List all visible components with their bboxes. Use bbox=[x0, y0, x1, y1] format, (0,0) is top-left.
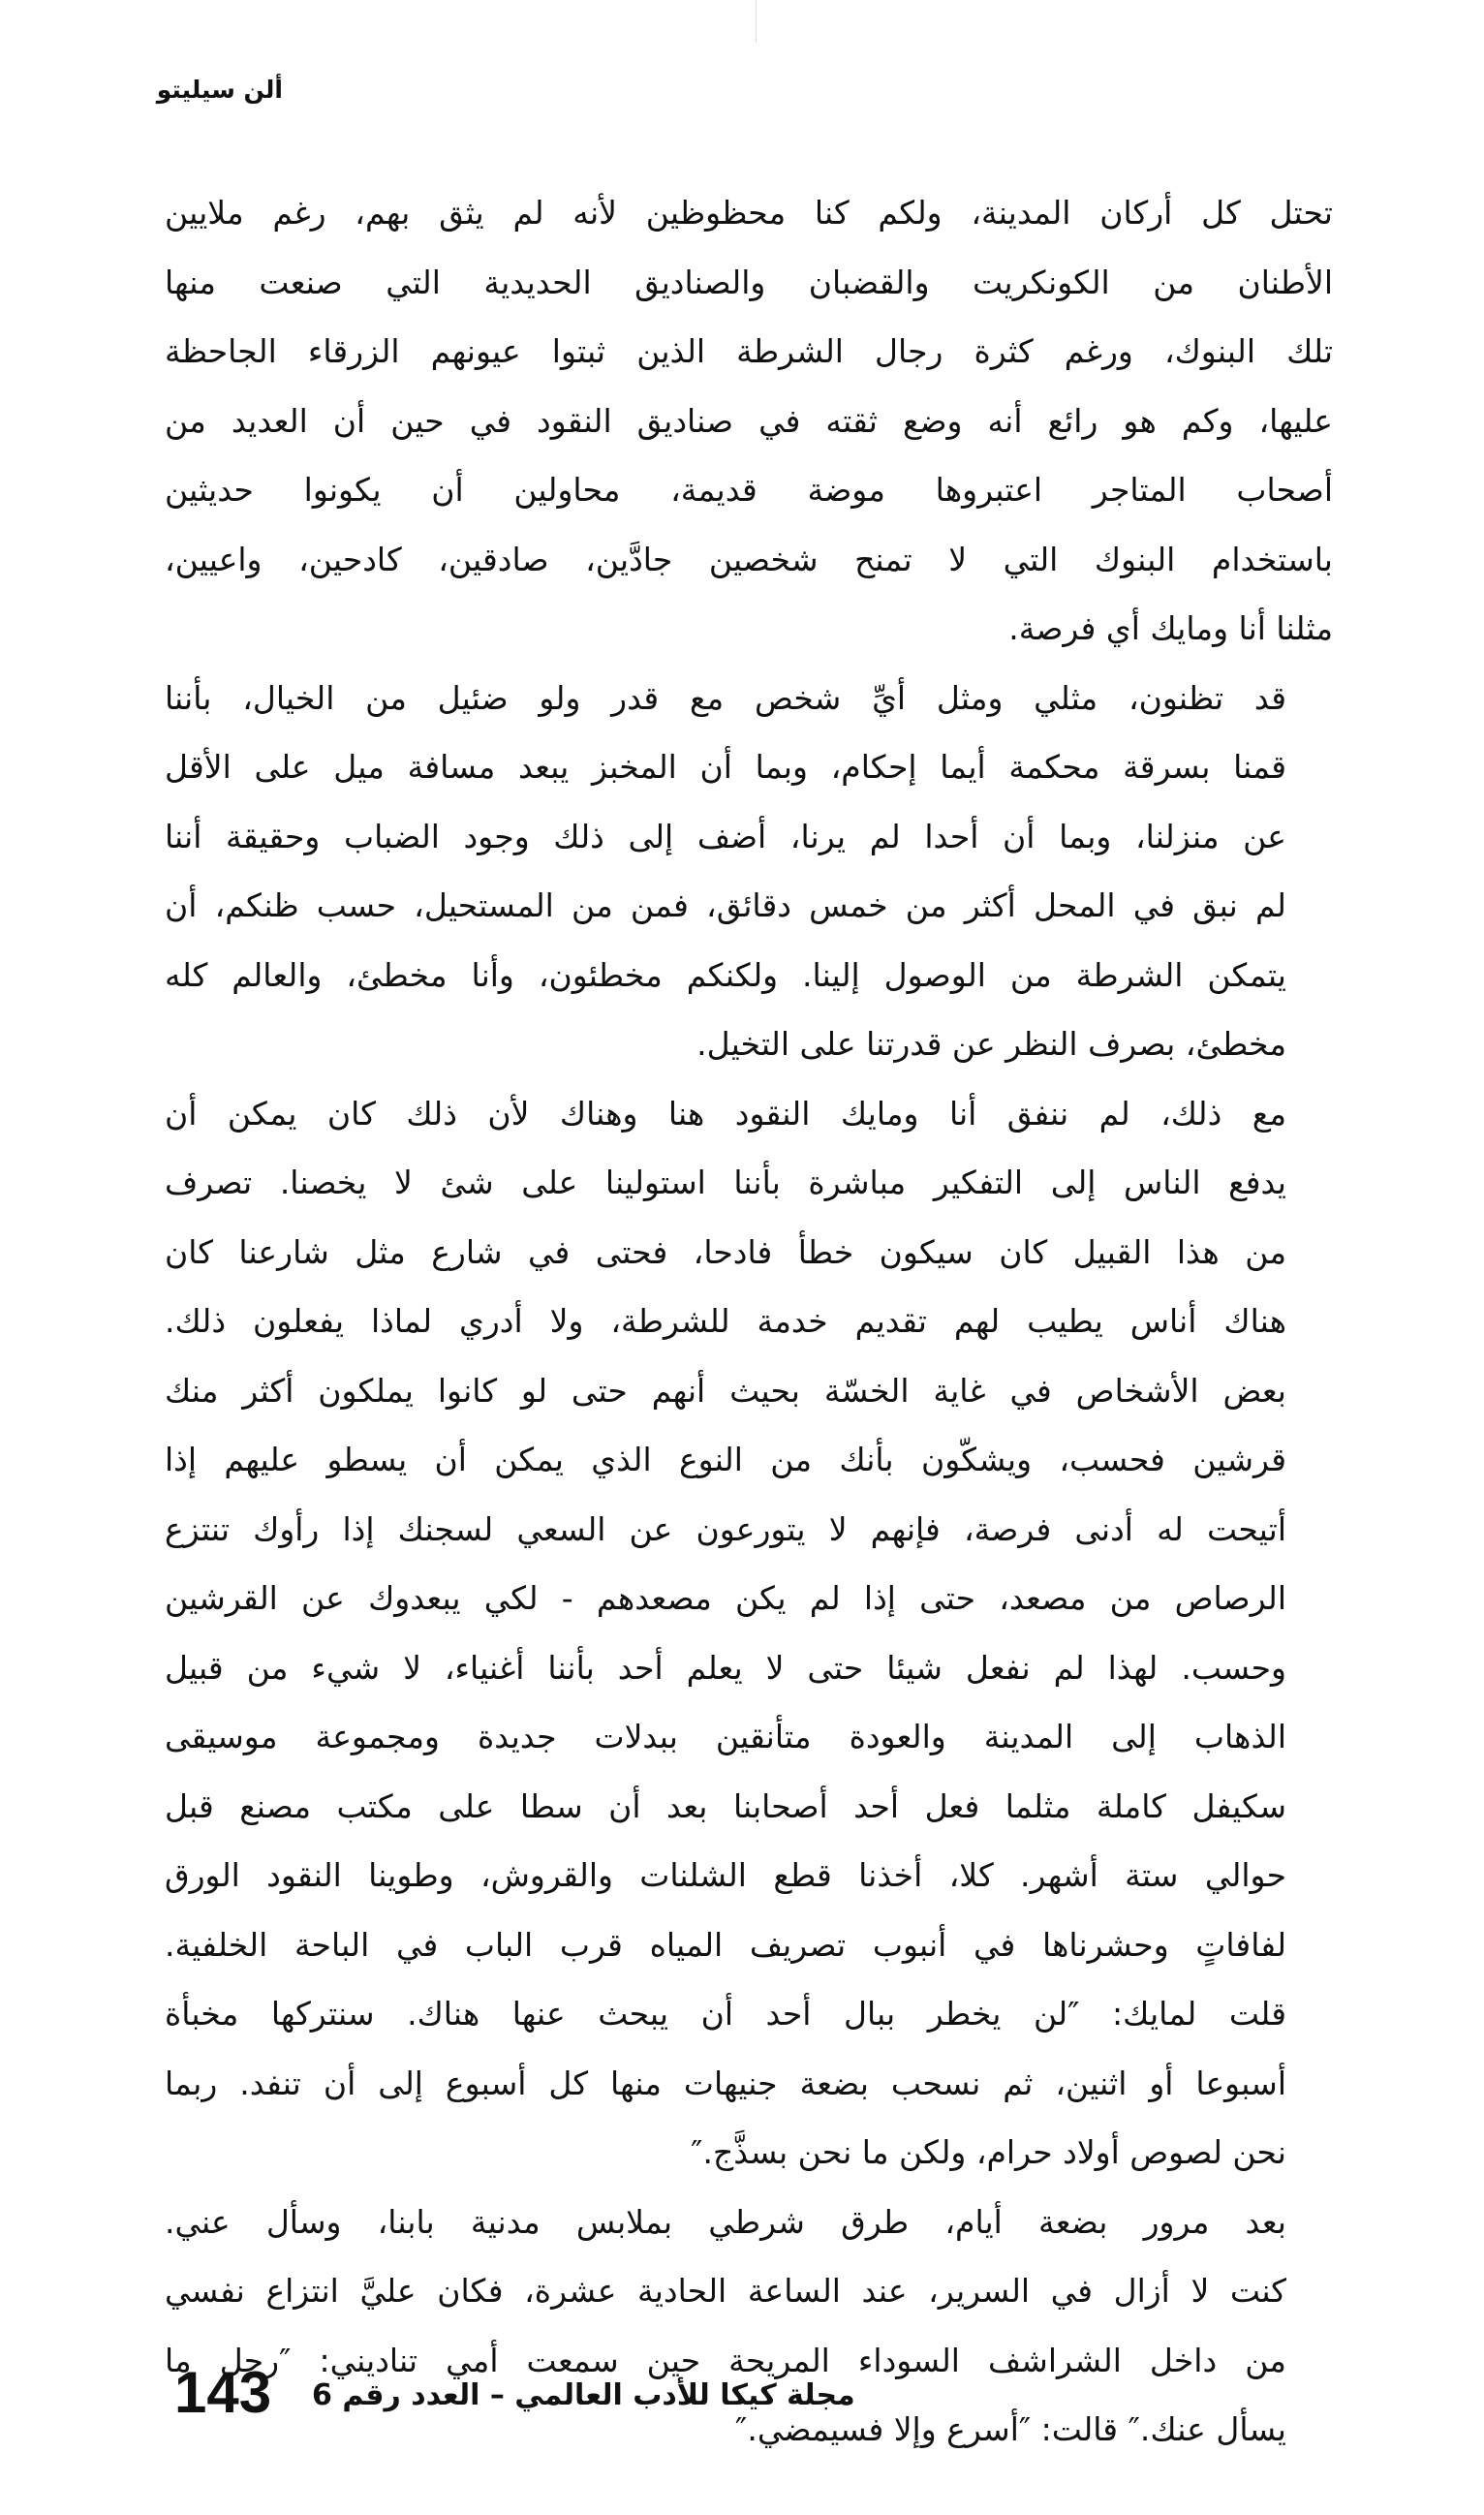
text-line: وحسب. لهذا لم نفعل شيئا حتى لا يعلم أحد بأننا أغنياء، لا شيء من قبيل bbox=[165, 1648, 1286, 1687]
text-line: قرشين فحسب، ويشكّون بأنك من النوع الذي يمكن أن يسطو عليهم إذا bbox=[165, 1441, 1286, 1478]
text-line: باستخدام البنوك التي لا تمنح شخصين جادَّين، صادقين، كادحين، واعيين، bbox=[165, 540, 1333, 578]
text-line: عن منزلنا، وبما أن أحدا لم يرنا، أضف إلى ذلك وجود الضباب وحقيقة أننا bbox=[165, 817, 1286, 855]
text-line: من هذا القبيل كان سيكون خطأ فادحا، فحتى في شارع مثل شارعنا كان bbox=[165, 1232, 1286, 1271]
text-line: يتمكن الشرطة من الوصول إلينا. ولكنكم مخطئون، وأنا مخطئ، والعالم كله bbox=[165, 955, 1286, 994]
text-line: كنت لا أزال في السرير، عند الساعة الحادية عشرة، فكان عليَّ انتزاع نفسي bbox=[165, 2272, 1286, 2310]
journal-title: مجلة كيكا للأدب العالمي – العدد رقم 6 bbox=[312, 2378, 855, 2412]
paragraph bbox=[165, 1079, 1333, 2188]
text-line: قلت لمايك: ″لن يخطر ببال أحد أن يبحث عنها هناك. سنتركها مخبأة bbox=[165, 1995, 1286, 2033]
text-line: سكيفل كاملة مثلما فعل أحد أصحابنا بعد أن سطا على مكتب مصنع قبل bbox=[165, 1786, 1286, 1825]
text-line: أصحاب المتاجر اعتبروها موضة قديمة، محاولين أن يكونوا حديثين bbox=[165, 471, 1333, 509]
text-line: تحتل كل أركان المدينة، ولكم كنا محظوظين لأنه لم يثق بهم، رغم ملايين bbox=[165, 194, 1333, 232]
text-line: مخطئ، بصرف النظر عن قدرتنا على التخيل. bbox=[696, 1025, 1286, 1063]
text-line: لفافاتٍ وحشرناها في أنبوب تصريف المياه قرب الباب في الباحة الخلفية. bbox=[165, 1925, 1286, 1964]
text-line: من داخل الشراشف السوداء المريحة حين سمعت أمي تناديني: ″رجل ما bbox=[165, 2341, 1286, 2379]
text-line: الذهاب إلى المدينة والعودة متأنقين ببدلات جديدة ومجموعة موسيقى bbox=[165, 1718, 1286, 1755]
text-line: أسبوعا أو اثنين، ثم نسحب بضعة جنيهات منها كل أسبوع إلى أن تنفد. ربما bbox=[165, 2064, 1286, 2102]
text-line: حوالي ستة أشهر. كلا، أخذنا قطع الشلنات والقروش، وطوينا النقود الورق bbox=[165, 1856, 1286, 1894]
text-line: الأطنان من الكونكريت والقضبان والصناديق الحديدية التي صنعت منها bbox=[165, 263, 1333, 301]
text-line: بعض الأشخاص في غاية الخسّة بحيث أنهم حتى لو كانوا يملكون أكثر منك bbox=[165, 1371, 1286, 1410]
text-line: مع ذلك، لم ننفق أنا ومايك النقود هنا وهناك لأن ذلك كان يمكن أن bbox=[165, 1094, 1286, 1133]
text-line: قد تظنون، مثلي ومثل أيِّ شخص مع قدر ولو ضئيل من الخيال، بأننا bbox=[165, 678, 1286, 717]
text-line: أتيحت له أدنى فرصة، فإنهم لا يتورعون عن السعي لسجنك إذا رأوك تنتزع bbox=[165, 1509, 1286, 1548]
text-line: الرصاص من مصعد، حتى إذا لم يكن مصعدهم - لكي يبعدوك عن القرشين bbox=[165, 1579, 1286, 1617]
text-line: نحن لصوص أولاد حرام، ولكن ما نحن بسذَّج.″ bbox=[691, 2133, 1286, 2171]
text-line: يدفع الناس إلى التفكير مباشرة بأننا استولينا على شئ لا يخصنا. تصرف bbox=[165, 1164, 1286, 1201]
text-line: عليها، وكم هو رائع أنه وضع ثقته في صناديق النقود في حين أن العديد من bbox=[165, 401, 1333, 440]
text-line: لم نبق في المحل أكثر من خمس دقائق، فمن من المستحيل، حسب ظنكم، أن bbox=[165, 886, 1286, 924]
page-footer bbox=[174, 2359, 872, 2427]
paragraph bbox=[165, 178, 1333, 664]
text-line: مثلنا أنا ومايك أي فرصة. bbox=[1008, 609, 1333, 647]
paragraph bbox=[165, 664, 1333, 1079]
body-text bbox=[165, 178, 1333, 2465]
running-header-author: ألن سيليتو bbox=[156, 76, 283, 104]
text-line: تلك البنوك، ورغم كثرة رجال الشرطة الذين ثبتوا عيونهم الزرقاء الجاحظة bbox=[165, 332, 1333, 370]
text-line: قمنا بسرقة محكمة أيما إحكام، وبما أن المخبز يبعد مسافة ميل على الأقل bbox=[165, 748, 1286, 786]
text-line: يسأل عنك.″ قالت: ″أسرع وإلا فسيمضي.″ bbox=[735, 2410, 1286, 2448]
page-number: 143 bbox=[174, 2360, 272, 2425]
text-line: هناك أناس يطيب لهم تقديم خدمة للشرطة، ولا أدري لماذا يفعلون ذلك. bbox=[165, 1302, 1286, 1340]
text-line: بعد مرور بضعة أيام، طرق شرطي بملابس مدنية بابنا، وسأل عني. bbox=[165, 2202, 1286, 2241]
page-fold-mark bbox=[756, 0, 757, 43]
